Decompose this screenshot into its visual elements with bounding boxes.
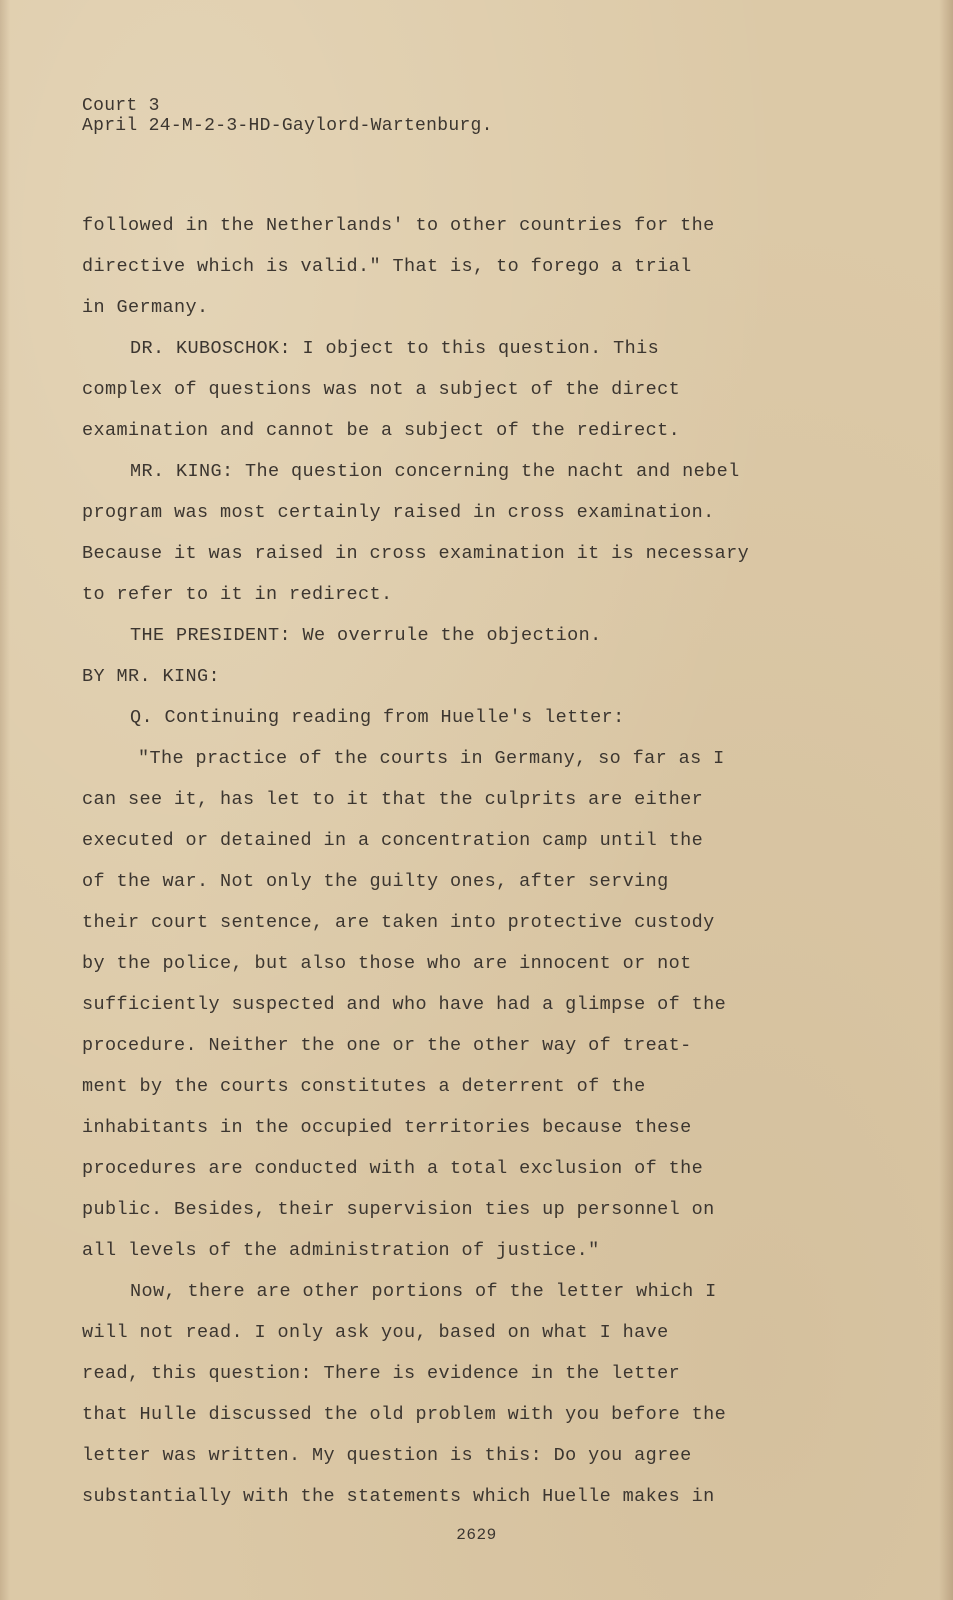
quote-line: their court sentence, are taken into protective custody	[82, 912, 715, 933]
text-line: directive which is valid." That is, to forego a trial	[82, 256, 692, 277]
quote-line: inhabitants in the occupied territories because these	[82, 1117, 692, 1138]
session-label: April 24-M-2-3-HD-Gaylord-Wartenburg.	[82, 116, 493, 136]
quote-line: "The practice of the courts in Germany, so far as I	[138, 748, 725, 769]
quote-line: all levels of the administration of justice."	[82, 1240, 600, 1261]
text-line: Because it was raised in cross examination it is necessary	[82, 543, 750, 564]
text-line: read, this question: There is evidence in the letter	[82, 1363, 681, 1384]
quote-line: public. Besides, their supervision ties up personnel on	[82, 1199, 715, 1220]
quote-line: procedure. Neither the one or the other way of treat-	[82, 1035, 692, 1056]
text-line: letter was written. My question is this: Do you agree	[82, 1445, 692, 1466]
text-line: examination and cannot be a subject of the redirect.	[82, 420, 681, 441]
text-line: in Germany.	[82, 297, 209, 318]
text-line: Now, there are other portions of the letter which I	[130, 1281, 717, 1302]
speaker-line: DR. KUBOSCHOK: I object to this question. This	[130, 338, 660, 359]
quote-line: ment by the courts constitutes a deterrent of the	[82, 1076, 646, 1097]
text-line: that Hulle discussed the old problem with you before the	[82, 1404, 727, 1425]
examiner-line: BY MR. KING:	[82, 666, 221, 687]
speaker-line: MR. KING: The question concerning the nacht and nebel	[130, 461, 740, 482]
page-header	[82, 96, 493, 136]
quote-line: can see it, has let to it that the culprits are either	[82, 789, 704, 810]
speaker-line: THE PRESIDENT: We overrule the objection.	[130, 625, 602, 646]
text-line: to refer to it in redirect.	[82, 584, 393, 605]
court-label: Court 3	[82, 96, 160, 116]
page-edge-shadow-right	[939, 0, 953, 1600]
question-line: Q. Continuing reading from Huelle's letter:	[130, 707, 625, 728]
text-line: will not read. I only ask you, based on what I have	[82, 1322, 669, 1343]
text-line: complex of questions was not a subject of the direct	[82, 379, 681, 400]
page-edge-shadow-left	[0, 0, 10, 1600]
transcript-body	[82, 205, 882, 1517]
text-line: program was most certainly raised in cross examination.	[82, 502, 715, 523]
quote-line: executed or detained in a concentration camp until the	[82, 830, 704, 851]
page-number: 2629	[456, 1526, 497, 1544]
quote-line: sufficiently suspected and who have had a glimpse of the	[82, 994, 727, 1015]
text-line: followed in the Netherlands' to other countries for the	[82, 215, 715, 236]
text-line: substantially with the statements which Huelle makes in	[82, 1486, 715, 1507]
quote-line: procedures are conducted with a total exclusion of the	[82, 1158, 704, 1179]
quote-line: by the police, but also those who are innocent or not	[82, 953, 692, 974]
quote-line: of the war. Not only the guilty ones, after serving	[82, 871, 669, 892]
